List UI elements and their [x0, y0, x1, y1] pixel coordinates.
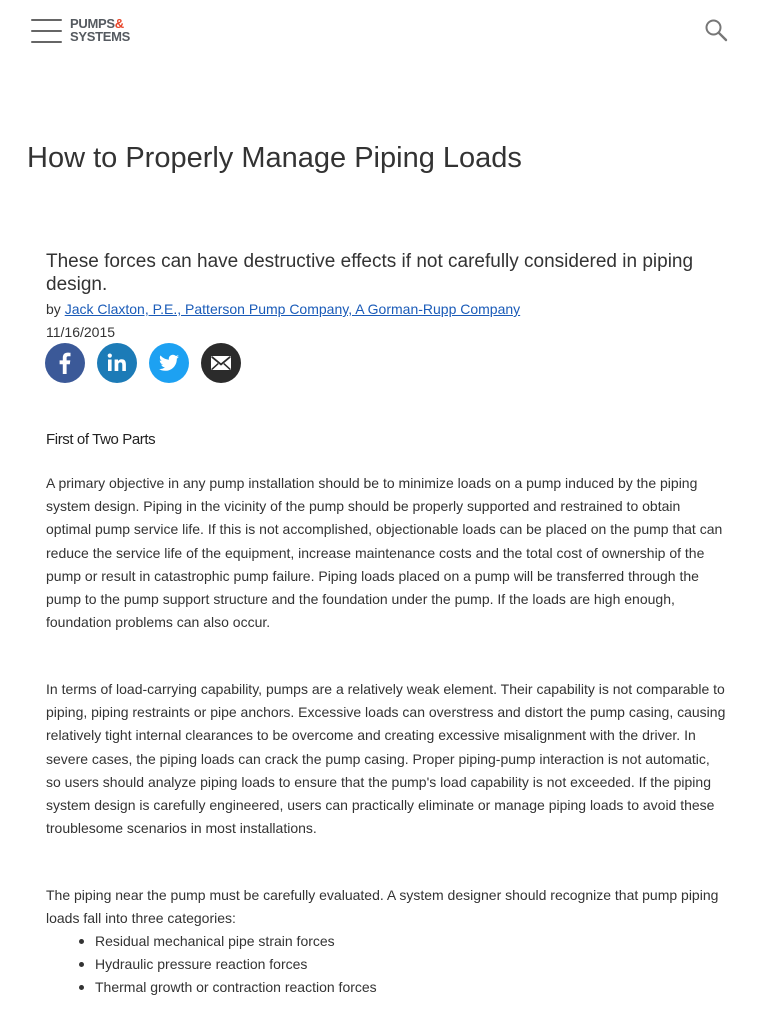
- article-paragraph: In terms of load-carrying capability, pumps are a relatively weak element. Their capability is not comparable to piping, piping restraints or pipe anchors. Excessive loads can overstress and distort the pump casing, causing relatively tight internal clearances to be overcome and creating excessive misalignment with the driver. In severe cases, the piping loads can crack the pump casing. Proper piping-pump interaction is not automatic, so users should analyze piping loads to ensure that the pump's load capability is not exceeded. If the piping system design is carefully engineered, users can practically eliminate or manage piping loads to avoid these troublesome scenarios in most installations.: [46, 681, 726, 837]
- site-header: [0, 0, 768, 62]
- facebook-icon: [45, 343, 85, 383]
- byline-prefix: by: [46, 301, 61, 317]
- byline: [46, 299, 520, 319]
- section-heading: First of Two Parts: [46, 431, 156, 448]
- email-share-button[interactable]: [201, 343, 241, 383]
- article-paragraph: The piping near the pump must be carefully evaluated. A system designer should recognize that pump piping loads fall into three categories:: [46, 887, 719, 927]
- page-title: How to Properly Manage Piping Loads: [27, 142, 522, 174]
- list-item: Thermal growth or contraction reaction forces: [46, 976, 726, 999]
- search-icon[interactable]: [704, 18, 728, 42]
- logo-ampersand: &: [114, 16, 124, 31]
- search-icon-graphic: [704, 18, 728, 42]
- logo-text-pumps: PUMPS: [70, 16, 115, 31]
- author-link[interactable]: Jack Claxton, P.E., Patterson Pump Company, A Gorman-Rupp Company: [64, 301, 521, 317]
- hamburger-menu-icon[interactable]: [31, 18, 62, 44]
- article-subtitle: These forces can have destructive effects if not carefully considered in piping design.: [46, 251, 694, 295]
- hamburger-line: [31, 19, 62, 21]
- hamburger-line: [31, 30, 62, 32]
- email-icon: [201, 343, 241, 383]
- hamburger-line: [31, 41, 62, 43]
- twitter-icon: [149, 343, 189, 383]
- linkedin-icon: [97, 343, 137, 383]
- facebook-share-button[interactable]: [45, 343, 85, 383]
- publish-date: 11/16/2015: [46, 324, 116, 340]
- twitter-share-button[interactable]: [149, 343, 189, 383]
- site-logo[interactable]: [70, 17, 140, 45]
- article-paragraph: A primary objective in any pump installation should be to minimize loads on a pump induced by the piping system design. Piping in the vicinity of the pump should be properly supported and restrained to obtain optimal pump service life. If this is not accomplished, objectionable loads can be placed on the pump that can reduce the service life of the equipment, increase maintenance costs and the total cost of ownership of the pump or result in catastrophic pump failure. Piping loads placed on a pump will be transferred through the pump to the pump support structure and the foundation under the pump. If the loads are high enough, foundation problems can also occur.: [46, 475, 723, 631]
- list-item: Hydraulic pressure reaction forces: [46, 953, 726, 976]
- logo-text-systems: SYSTEMS: [70, 29, 131, 44]
- load-categories-list: [46, 930, 726, 1000]
- linkedin-share-button[interactable]: [97, 343, 137, 383]
- list-item: Residual mechanical pipe strain forces: [46, 930, 726, 953]
